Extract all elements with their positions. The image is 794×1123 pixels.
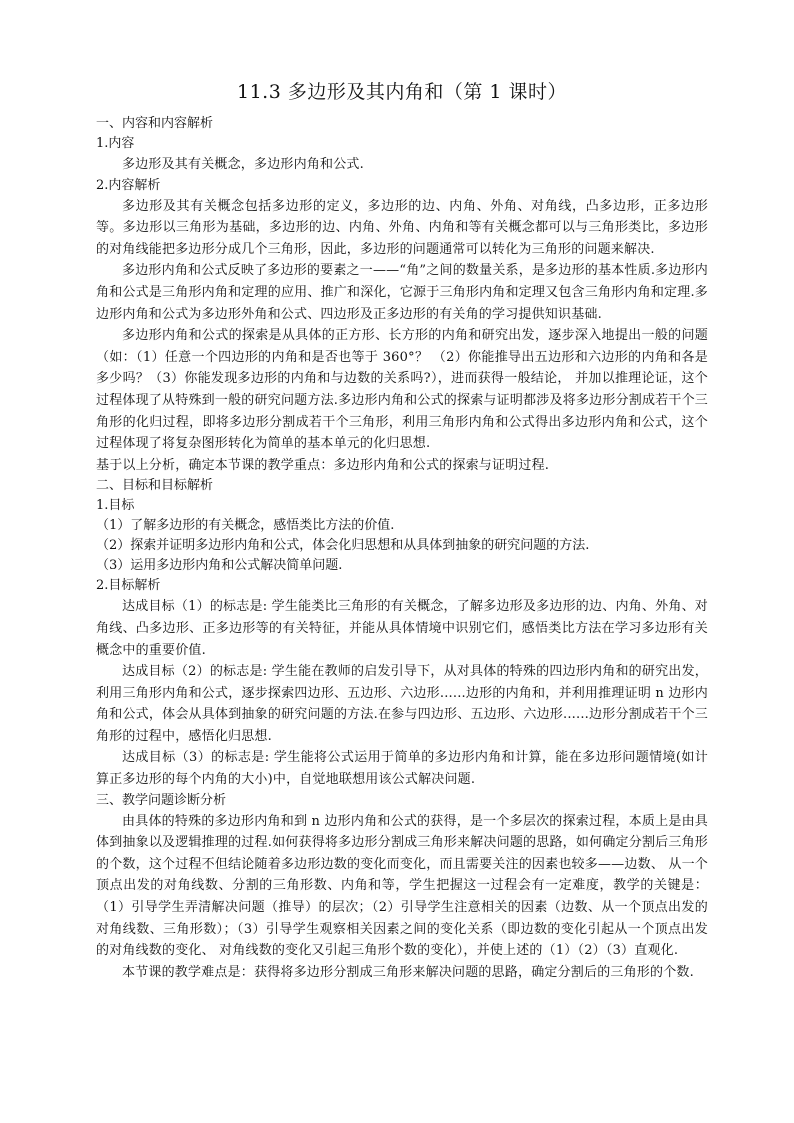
section-diagnosis	[96, 791, 708, 984]
goal-analysis-paragraph-1: 达成目标（1）的标志是: 学生能类比三角形的有关概念，了解多边形及多边形的边、内角、外角、对角线、凸多边形、正多边形等的有关特征，并能从具体情境中识别它们，感悟类比方法在学习多边形有关概念中的重要价值.	[96, 599, 708, 658]
goal-analysis-paragraph-2: 达成目标（2）的标志是: 学生能在教师的启发引导下，从对具体的特殊的四边形内角和的研究出发，利用三角形内角和公式，逐步探索四边形、五边形、六边形......边形的内角和，并利用推理证明 n 边形内角和公式，体会从具体到抽象的研究问题的方法.在参与四边形、五边形、六边形......边形分割成若干个三角形的过程中，感悟化归思想.	[96, 664, 708, 744]
analysis-paragraph-1: 多边形及其有关概念包括多边形的定义，多边形的边、内角、外角、对角线，凸多边形，正多边形等。多边形以三角形为基础，多边形的边、内角、外角、内角和等有关概念都可以与三角形类比，多边形的对角线能把多边形分成几个三角形，因此，多边形的问题通常可以转化为三角形的问题来解决.	[96, 198, 708, 257]
subheading-content-analysis: 2.内容解析	[96, 177, 161, 193]
subheading-content: 1.内容	[96, 136, 135, 151]
subheading-goal-analysis: 2.目标解析	[96, 578, 161, 594]
difficulty-paragraph: 本节课的教学难点是：获得将多边形分割成三角形来解决问题的思路，确定分割后的三角形的个数.	[122, 964, 694, 980]
section-heading-3: 三、教学问题诊断分析	[96, 792, 227, 808]
goal-item-3: （3）运用多边形内角和公式解决简单问题.	[96, 558, 343, 574]
goal-item-2: （2）探索并证明多边形内角和公式，体会化归思想和从具体到抽象的研究问题的方法.	[96, 538, 590, 554]
page-title: 11.3 多边形及其内角和（第 1 课时）	[236, 81, 567, 103]
goal-item-1: （1）了解多边形的有关概念，感悟类比方法的价值.	[96, 518, 395, 534]
section-heading-1: 一、内容和内容解析	[96, 116, 214, 131]
section-content-analysis	[96, 114, 708, 476]
content-paragraph: 多边形及其有关概念，多边形内角和公式.	[122, 157, 364, 172]
section-heading-2: 二、目标和目标解析	[96, 478, 214, 494]
analysis-paragraph-2: 多边形内角和公式反映了多边形的要素之一——“角”之间的数量关系，是多边形的基本性质.多边形内角和公式是三角形内角和定理的应用、推广和深化，它源于三角形内角和定理又包含三角形内角和定理.多边形内角和公式为多边形外角和公式、四边形及正多边形的有关角的学习提供知识基础.	[96, 263, 708, 322]
teaching-focus-paragraph: 基于以上分析，确定本节课的教学重点：多边形内角和公式的探索与证明过程.	[96, 457, 550, 473]
goal-analysis-paragraph-3: 达成目标（3）的标志是: 学生能将公式运用于简单的多边形内角和计算，能在多边形问题情境(如计算正多边形的每个内角的大小)中，自觉地联想用该公式解决问题.	[96, 750, 708, 788]
diagnosis-paragraph-1: 由具体的特殊的多边形内角和到 n 边形内角和公式的获得，是一个多层次的探索过程，本质上是由具体到抽象以及逻辑推理的过程.如何获得将多边形分割成三角形来解决问题的思路，如何确定分割后三角形的个数，这个过程不但结论随着多边形边数的变化而变化，而且需要关注的因素也较多——边数、 从一个顶点出发的对角线数、分割的三角形数、内角和等，学生把握这一过程会有一定难度，教学的关键是：（1）引导学生弄清解决问题（推导）的层次；（2）引导学生注意相关的因素（边数、从一个顶点出发的对角线数、三角形数）；（3）引导学生观察相关因素之间的变化关系（即边数的变化引起从一个顶点出发的对角线数的变化、 对角线数的变化又引起三角形个数的变化），并使上述的（1）（2）（3）直观化.	[96, 813, 708, 959]
document-page	[96, 78, 708, 983]
analysis-paragraph-3: 多边形内角和公式的探索是从具体的正方形、长方形的内角和研究出发，逐步深入地提出一般的问题（如：（1）任意一个四边形的内角和是否也等于 360°？ （2）你能推导出五边形和六边形的内角和各是多少吗？（3）你能发现多边形的内角和与边数的关系吗?），进而获得一般结论， 并加以推理论证，这个过程体现了从特殊到一般的研究问题方法.多边形内角和公式的探索与证明都涉及将多边形分割成若干个三角形的化归过程，即将多边形分割成若干个三角形，利用三角形内角和公式得出多边形内角和公式，这个过程体现了将复杂图形转化为简单的基本单元的化归思想.	[96, 328, 708, 452]
subheading-goals: 1.目标	[96, 498, 135, 514]
section-goals	[96, 476, 708, 790]
